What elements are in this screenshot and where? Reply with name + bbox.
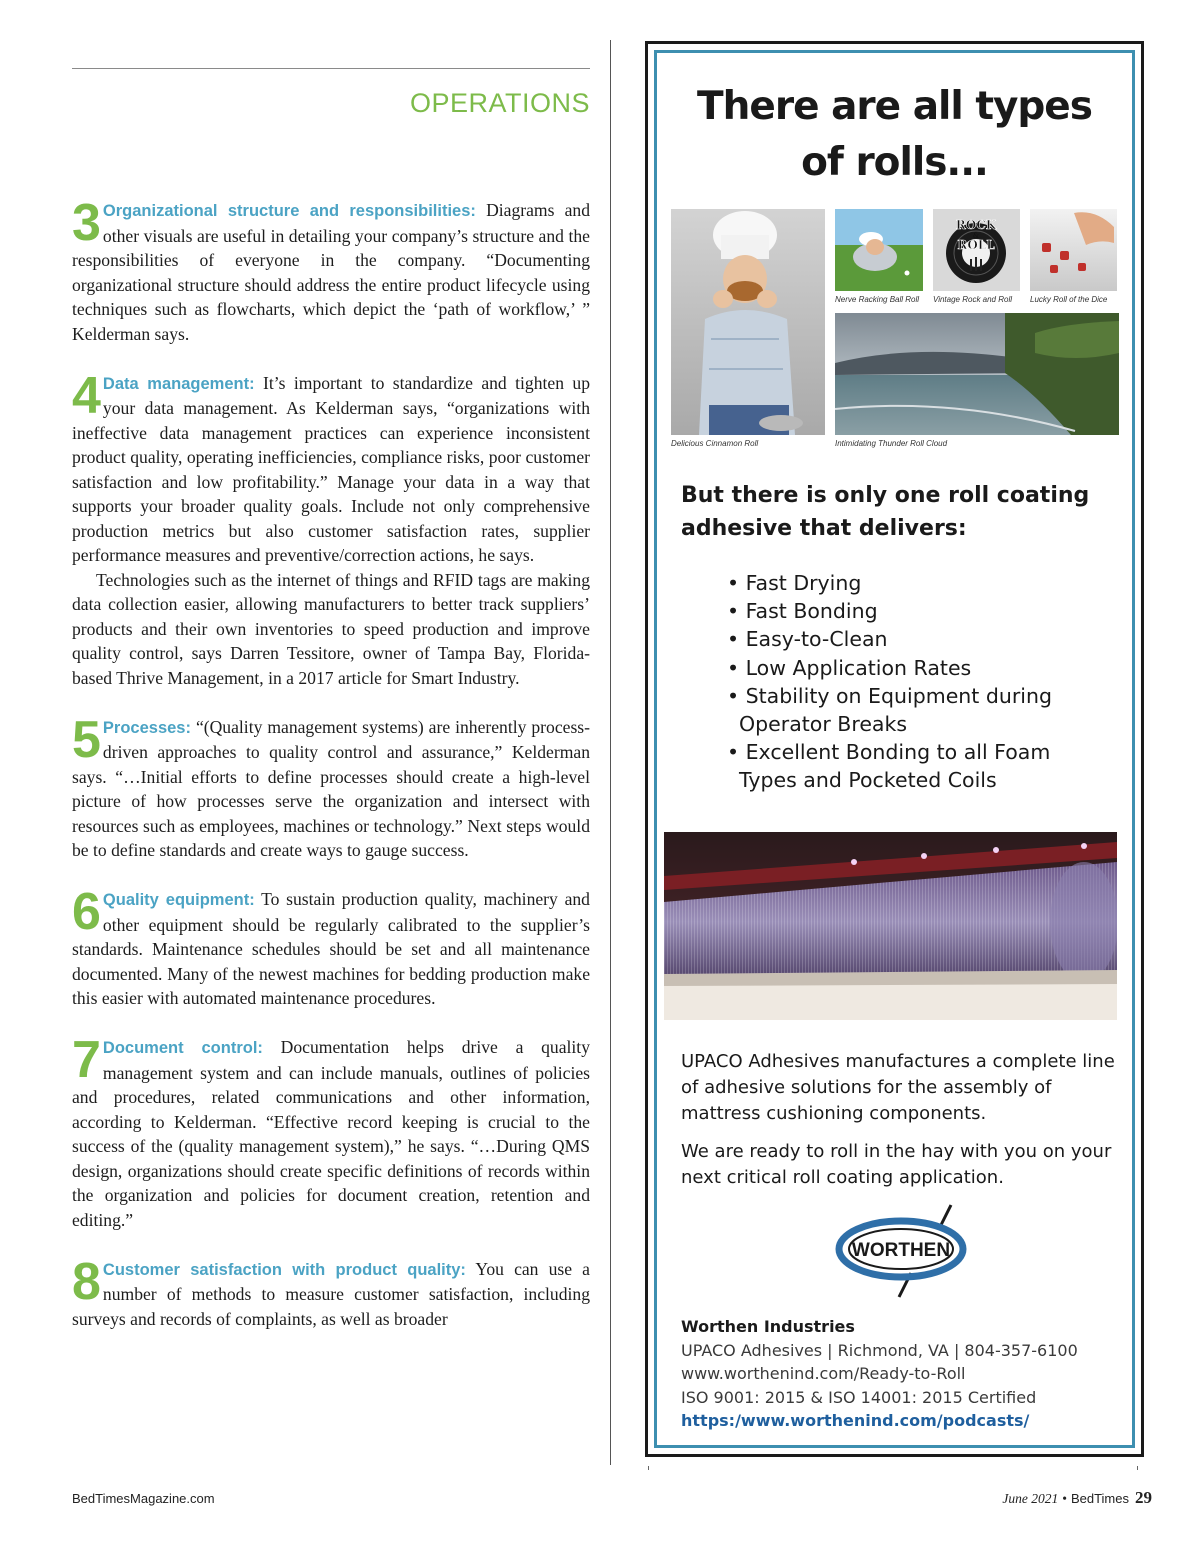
benefits-list [727, 569, 1052, 795]
footer-folio [1002, 1488, 1152, 1508]
photo-caption: Delicious Cinnamon Roll [671, 439, 759, 448]
ad-headline-line: of rolls... [801, 140, 988, 185]
photo-caption: Intimidating Thunder Roll Cloud [835, 439, 948, 448]
item-text: “(Quality management systems) are inherently process-driven approaches to quality control and assurance,” Kelderman says. “…Initial efforts to define processes should create a high-level picture of how processes serve the organization and intersect with resources such as employees, machines or technology.” Next steps would be to define standards and create ways to gauge success. [72, 716, 590, 860]
item-text: Documentation helps drive a quality management system and can include manuals, outlines of policies and procedures, related communications and other information, according to Kelderman. “Effective record keeping is crucial to the success of the (quality management system),” he says. “…During QMS design, organizations should create specific definitions of records within the organization and policies for document creation, retention and editing.” [72, 1037, 590, 1230]
contact-line: UPACO Adhesives | Richmond, VA | 804-357-6100 [681, 1340, 1078, 1360]
item-number: 5 [72, 710, 101, 769]
item-lead: Processes: [102, 718, 191, 737]
photo-caption: Lucky Roll of the Dice [1030, 295, 1108, 304]
article-body [72, 194, 591, 1356]
benefit-text: • Fast Drying [727, 571, 862, 595]
benefit-text: • Easy-to-Clean [727, 627, 888, 652]
item-text: Diagrams and other visuals are useful in detailing your company’s structure and the responsibilities of everyone in the company. “Documenting organizational structure should address the entire product lifecycle using techniques such as flowcharts, which depict the ‘path of workflow,’ ” Kelderman says. [72, 200, 591, 344]
benefit-text: Operator Breaks [739, 712, 908, 737]
website-link[interactable]: www.worthenind.com/Ready-to-Roll [681, 1364, 966, 1383]
item-text: You can use a number of methods to measure customer satisfaction, including surveys and records of complaints, as well as broader [72, 1258, 590, 1329]
benefit-text: • Low Application Rates [727, 655, 972, 680]
roll-coater-photo [664, 832, 1117, 1020]
page-number: 29 [1135, 1488, 1152, 1507]
benefit-text: • Stability on Equipment during [727, 683, 1052, 708]
advertisement [645, 41, 1144, 1457]
rock-badge-text: & [972, 232, 980, 240]
roll-cloud-photo [835, 313, 1119, 435]
podcast-link[interactable]: https:/www.worthenind.com/podcasts/ [681, 1411, 1030, 1430]
ad-headline [657, 79, 1132, 191]
article-item-8 [72, 1252, 590, 1332]
item-number: 6 [72, 883, 101, 941]
item-text: It’s important to standardize and tighten up your data management. As Kelderman says, “organizations with ineffective data management practices can experience inconsistent product quality, operating inefficiencies, compliance risks, poor customer satisfaction and low profitability.” Manage your data in a way that supports your broader quality goals. Include not only comprehensive production metrics but also customer satisfaction rates, supplier performance measures and preventive/correction actions, he says. [72, 372, 590, 565]
item-number: 7 [72, 1031, 101, 1089]
benefit-item [727, 597, 1052, 625]
benefit-item [727, 569, 1052, 597]
item-text: To sustain production quality, machinery and other equipment should be regularly calibrated to the supplier’s standards. Maintenance schedules should be set and all maintenance documented. Many of the newest machines for bedding production make this easier with automated maintenance procedures. [72, 889, 590, 1008]
benefit-item [727, 625, 1052, 653]
crop-mark [648, 1466, 649, 1470]
ad-body-text: We are ready to roll in the hay with you on your next critical roll coating application. [681, 1141, 1112, 1188]
item-number: 8 [72, 1252, 101, 1311]
logo-wordmark: WORTHEN [851, 1240, 951, 1261]
item-number: 4 [72, 366, 101, 425]
certification-line: ISO 9001: 2015 & ISO 14001: 2015 Certified [681, 1387, 1037, 1407]
column-divider [610, 40, 611, 1465]
benefit-text: • Excellent Bonding to all Foam [727, 740, 1051, 765]
article-item-4 [72, 366, 590, 691]
folio-separator: • [1062, 1491, 1067, 1506]
item-lead: Customer satisfaction with product quality: [102, 1260, 466, 1279]
worthen-logo [833, 1201, 973, 1301]
item-text: Technologies such as the internet of things and RFID tags are making data collection easier, allowing manufacturers to better track suppliers’ products and their own inventories to speed production and improve quality control, says Darren Tessitore, owner of Tampa Bay, Florida-based Thrive Management, in a 2017 article for Smart Industry. [72, 569, 590, 688]
benefit-item [727, 654, 1052, 682]
dice-photo [1030, 209, 1117, 291]
rock-badge-text: ROLL [957, 238, 995, 252]
company-name: Worthen Industries [681, 1317, 855, 1336]
ad-body-text: UPACO Adhesives manufactures a complete line of adhesive solutions for the assembly of mattress cushioning components. [681, 1051, 1115, 1124]
item-lead: Data management: [102, 374, 255, 393]
article-item-5 [72, 710, 590, 863]
ad-headline-line: There are all types [697, 84, 1092, 129]
photo-caption: Nerve Racking Ball Roll [835, 295, 920, 304]
article-item-3 [72, 194, 591, 346]
photo-caption: Vintage Rock and Roll [933, 295, 1013, 304]
ad-contact [681, 1315, 1078, 1433]
item-lead: Document control: [102, 1039, 263, 1057]
footer-website[interactable]: BedTimesMagazine.com [72, 1491, 215, 1506]
benefit-item [727, 738, 1052, 794]
issue-date: June 2021 [1002, 1491, 1059, 1506]
article-item-6 [72, 883, 590, 1011]
section-label: OPERATIONS [409, 88, 590, 118]
item-number: 3 [72, 194, 101, 252]
top-rule [72, 68, 590, 69]
ad-subhead: But there is only one roll coating adhesive that delivers: [681, 483, 1090, 541]
crop-mark [1137, 1466, 1138, 1470]
benefit-item [727, 682, 1052, 738]
rock-and-roll-photo [933, 209, 1020, 291]
magazine-name: BedTimes [1070, 1491, 1129, 1506]
benefit-text: Types and Pocketed Coils [739, 768, 997, 793]
item-lead: Organizational structure and responsibilities: [102, 202, 476, 220]
rock-badge-text: ROCK [955, 218, 997, 232]
item-lead: Quality equipment: [102, 891, 255, 909]
ad-frame [654, 50, 1135, 1448]
cinnamon-roll-photo [671, 209, 825, 435]
benefit-text: • Fast Bonding [727, 599, 878, 624]
article-item-7 [72, 1031, 590, 1232]
golfer-photo [835, 209, 923, 291]
